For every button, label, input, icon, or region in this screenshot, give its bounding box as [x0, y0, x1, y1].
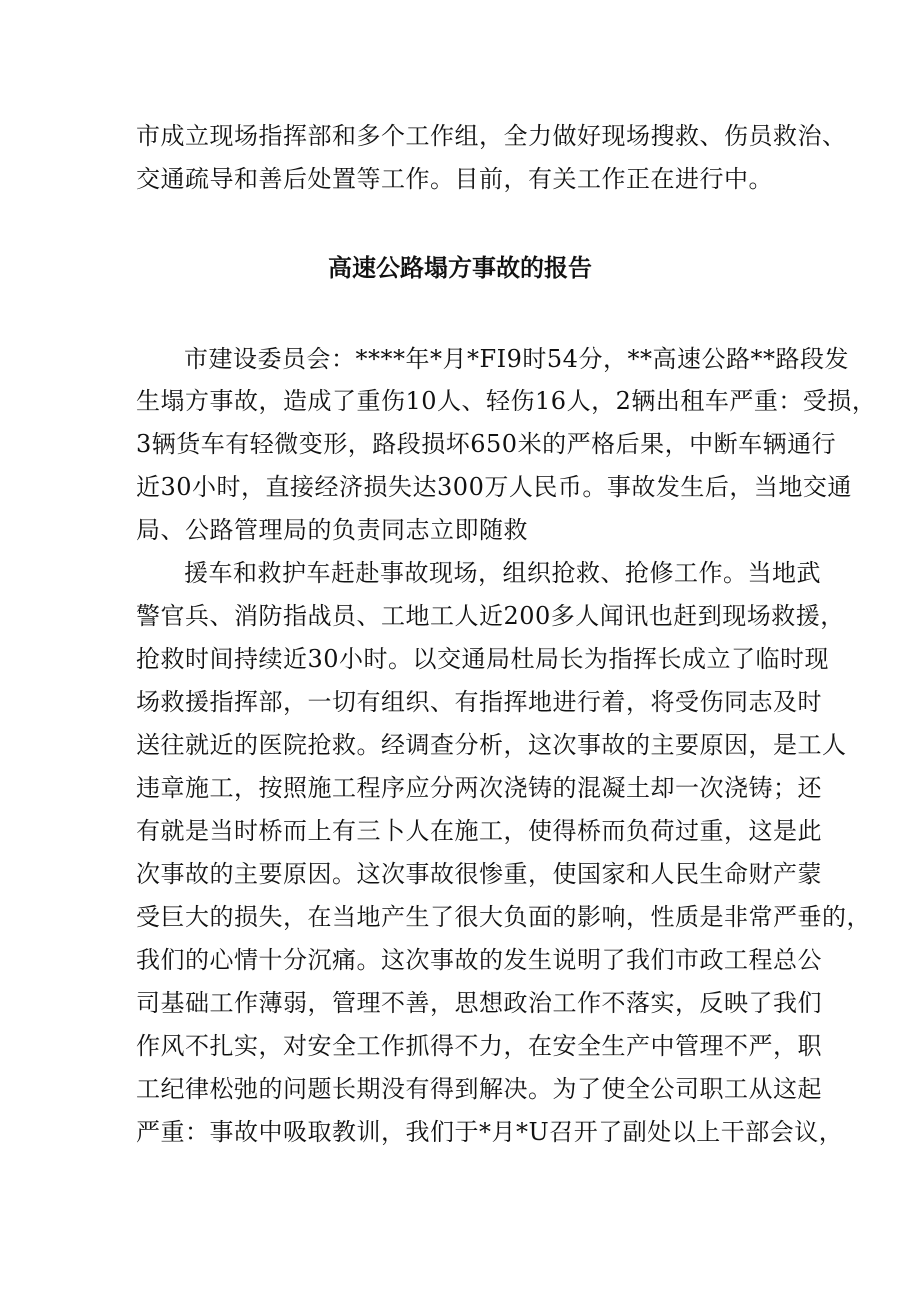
text-line: 市成立现场指挥部和多个工作组，全力做好现场搜救、伤员救治、: [136, 122, 847, 150]
text-line: 作风不扎实，对安全工作抓得不力，在安全生产中管理不严，职: [136, 1032, 822, 1060]
text-line: 交通疏导和善后处置等工作。目前，有关工作正在进行中。: [136, 165, 773, 193]
text-line: 严重：事故中吸取教训，我们于*月*U召开了副处以上干部会议，: [136, 1118, 844, 1146]
text-line: 工纪律松弛的问题长期没有得到解决。为了使全公司职工从这起: [136, 1075, 822, 1103]
text-line: 受巨大的损失，在当地产生了很大负面的影响，性质是非常严垂的，: [136, 903, 871, 931]
text-line: 生塌方事故，造成了重伤10人、轻伤16人，2辆出租车严重：受损，: [136, 387, 877, 415]
text-line: 援车和救护车赶赴事故现场，组织抢救、抢修工作。当地武: [184, 559, 821, 587]
text-line: 近30小时，直接经济损失达300万人民币。事故发生后，当地交通: [136, 473, 852, 501]
text-line: 我们的心情十分沉痛。这次事故的发生说明了我们市政工程总公: [136, 946, 822, 974]
text-line: 市建设委员会：****年*月*FI9时54分，**高速公路**路段发: [184, 345, 849, 373]
text-line: 3辆货车有轻微变形，路段损坏650米的严格后果，中断车辆通行: [136, 430, 837, 458]
text-line: 违章施工，按照施工程序应分两次浇铸的混凝土却一次浇铸；还: [136, 774, 822, 802]
text-line: 场救援指挥部，一切有组织、有指挥地进行着，将受伤同志及时: [136, 688, 822, 716]
text-line: 送往就近的医院抢救。经调查分析，这次事故的主要原因，是工人: [136, 731, 847, 759]
text-line: 警官兵、消防指战员、工地工人近200多人闻讯也赶到现场救援，: [136, 602, 845, 630]
text-line: 局、公路管理局的负责同志立即随救: [136, 516, 528, 544]
text-line: 抢救时间持续近30小时。以交通局杜局长为指挥长成立了临时现: [136, 645, 830, 673]
text-line: 次事故的主要原因。这次事故很惨重，使国家和人民生命财产蒙: [136, 860, 822, 888]
text-line: 有就是当时桥而上有三卜人在施工，使得桥而负荷过重，这是此: [136, 817, 822, 845]
report-title: 高速公路塌方事故的报告: [328, 254, 592, 282]
text-line: 司基础工作薄弱，管理不善，思想政治工作不落实，反映了我们: [136, 989, 822, 1017]
